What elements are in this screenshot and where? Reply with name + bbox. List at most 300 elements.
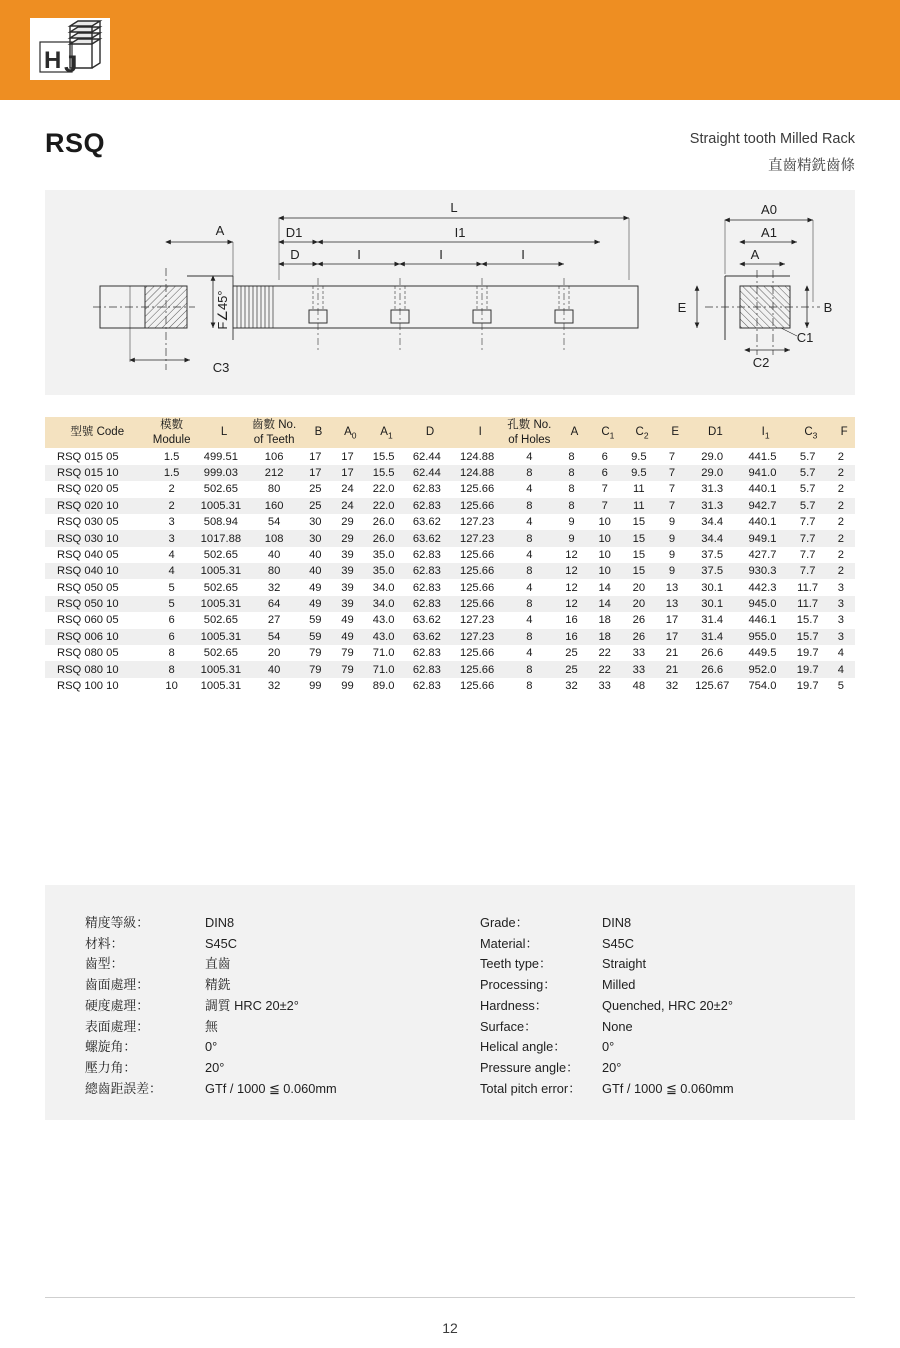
table-cell: 62.83 <box>412 581 441 594</box>
note-value: Quenched, HRC 20±2° <box>602 997 733 1013</box>
table-cell: 12 <box>565 598 578 610</box>
table-cell: 4 <box>526 647 533 660</box>
table-cell: 3 <box>168 532 175 545</box>
table-cell: 62.44 <box>412 450 441 463</box>
table-cell: 8 <box>568 499 575 512</box>
note-value: GTf / 1000 ≦ 0.060mm <box>602 1080 734 1096</box>
table-cell: 30.1 <box>701 598 724 610</box>
cell-code: RSQ 080 10 <box>57 663 119 676</box>
table-cell: 22.0 <box>372 483 395 496</box>
table-cell: 79 <box>309 663 322 676</box>
col-header-B: B <box>300 417 330 448</box>
table-cell: 125.66 <box>459 663 495 676</box>
table-cell: 125.66 <box>459 647 495 660</box>
table-cell: 127.23 <box>459 516 495 529</box>
table-cell: 5.7 <box>799 450 816 463</box>
table-cell: 62.83 <box>412 565 441 578</box>
table-cell: 63.62 <box>412 614 441 627</box>
table-cell: 4 <box>526 548 533 561</box>
table-cell: 441.5 <box>748 450 777 463</box>
table-cell: 39 <box>341 581 354 594</box>
table-cell: 22 <box>598 663 611 676</box>
col-header-I: I <box>451 417 503 448</box>
table-cell: 54 <box>267 630 281 643</box>
table-cell: 33 <box>632 663 646 676</box>
table-cell: 449.5 <box>748 647 777 660</box>
table-cell: 26.6 <box>701 647 724 660</box>
note-row <box>85 934 337 955</box>
table-cell: 49 <box>309 598 322 610</box>
technical-drawing-panel <box>45 190 855 395</box>
table-cell: 7 <box>668 483 676 496</box>
table-cell: 941.0 <box>748 467 777 479</box>
table-cell: 1005.31 <box>200 598 242 610</box>
table-cell: 4 <box>526 516 533 529</box>
table-cell: 15.5 <box>372 450 395 463</box>
table-cell: 955.0 <box>748 630 777 643</box>
table-row <box>45 498 855 514</box>
table-cell: 4 <box>837 647 844 660</box>
table-cell: 80 <box>267 565 281 578</box>
note-value: DIN8 <box>602 915 632 930</box>
table-cell: 40 <box>309 565 322 578</box>
table-cell: 79 <box>309 647 322 660</box>
col-header-F: F <box>827 417 855 448</box>
table-cell: 2 <box>837 516 844 529</box>
table-cell: 8 <box>526 679 533 692</box>
dim-label-D1: D1 <box>285 225 303 240</box>
table-cell: 14 <box>598 581 611 594</box>
table-cell: 26 <box>632 630 646 643</box>
table-cell: 32 <box>267 679 281 692</box>
table-cell: 99 <box>341 679 354 692</box>
col-header-D1: D1 <box>688 417 736 448</box>
table-cell: 508.94 <box>203 516 238 529</box>
table-cell: 7 <box>601 483 608 496</box>
dim-label-I1: I1 <box>454 225 466 240</box>
dim-label-L: L <box>450 200 458 215</box>
note-value: GTf / 1000 ≦ 0.060mm <box>205 1080 337 1096</box>
table-cell: 2 <box>837 565 844 578</box>
cell-code: RSQ 006 10 <box>57 630 119 643</box>
table-cell: 127.23 <box>459 532 495 545</box>
dim-label-C1: C1 <box>796 330 814 345</box>
table-cell: 62.83 <box>412 647 441 660</box>
table-row <box>45 645 855 661</box>
note-label: Processing： <box>480 977 557 993</box>
table-cell: 108 <box>264 532 284 545</box>
table-cell: 6 <box>168 614 175 627</box>
table-cell: 24 <box>341 499 354 512</box>
note-value: Milled <box>602 977 636 993</box>
table-cell: 4 <box>526 581 533 594</box>
table-cell: 8 <box>526 565 533 578</box>
note-label: Surface： <box>480 1018 537 1034</box>
table-cell: 40 <box>309 548 322 561</box>
table-cell: 35.0 <box>372 565 395 578</box>
table-cell: 5 <box>168 581 175 594</box>
table-cell: 2 <box>837 548 844 561</box>
table-cell: 1.5 <box>163 450 180 463</box>
note-row <box>480 1079 734 1100</box>
table-cell: 17 <box>341 467 354 479</box>
table-cell: 12 <box>565 565 578 578</box>
note-value: 直齒 <box>205 956 231 972</box>
dim-label-A1: A1 <box>761 225 777 240</box>
table-cell: 1.5 <box>163 467 180 479</box>
table-cell: 32 <box>565 679 578 692</box>
note-value: 精銑 <box>205 977 231 993</box>
table-cell: 62.44 <box>412 467 441 479</box>
note-row <box>85 954 337 975</box>
table-cell: 31.3 <box>701 483 724 496</box>
table-cell: 18 <box>598 630 611 643</box>
table-cell: 31.3 <box>701 499 724 512</box>
rack-drawing <box>45 190 855 395</box>
table-row <box>45 547 855 563</box>
table-cell: 71.0 <box>372 663 395 676</box>
note-row <box>480 1037 734 1058</box>
table-cell: 2 <box>837 483 844 496</box>
table-cell: 2 <box>837 532 844 545</box>
table-row <box>45 596 855 612</box>
table-cell: 8 <box>526 598 533 610</box>
page-title: RSQ <box>45 128 106 158</box>
table-cell: 17 <box>665 630 679 643</box>
note-row <box>480 1058 734 1079</box>
table-row <box>45 563 855 579</box>
table-cell: 125.66 <box>459 548 495 561</box>
col-header-code: 型號 Code <box>45 417 150 448</box>
table-cell: 30 <box>309 532 322 545</box>
table-cell: 21 <box>665 647 679 660</box>
cell-code: RSQ 050 10 <box>57 598 119 610</box>
dim-label-F45: F∠45° <box>215 290 230 330</box>
table-row <box>45 481 855 497</box>
table-cell: 40 <box>267 663 281 676</box>
table-cell: 1017.88 <box>200 532 242 545</box>
table-cell: 19.7 <box>796 663 819 676</box>
col-header-C3: $C_3$ <box>789 417 827 448</box>
table-cell: 4 <box>526 614 533 627</box>
table-cell: 35.0 <box>372 548 395 561</box>
page-header-bar <box>0 0 900 100</box>
table-cell: 5.7 <box>799 499 816 512</box>
table-cell: 64 <box>267 598 281 610</box>
table-cell: 3 <box>837 630 844 643</box>
note-value: 20° <box>602 1060 622 1076</box>
table-cell: 10 <box>598 565 611 578</box>
dim-label-D: D <box>290 247 300 262</box>
table-cell: 19.7 <box>796 647 819 660</box>
note-label: Pressure angle： <box>480 1060 579 1076</box>
table-cell: 15 <box>632 516 646 529</box>
table-cell: 12 <box>565 581 578 594</box>
note-value: 0° <box>205 1039 218 1055</box>
table-row <box>45 629 855 645</box>
table-cell: 30.1 <box>701 581 724 594</box>
table-cell: 49 <box>341 630 354 643</box>
table-cell: 15 <box>632 565 646 578</box>
table-cell: 2 <box>168 499 175 512</box>
col-header-E: E <box>656 417 688 448</box>
note-value: S45C <box>602 935 635 951</box>
table-cell: 4 <box>168 548 175 561</box>
table-cell: 4 <box>526 483 533 496</box>
specification-table <box>45 417 855 694</box>
note-value: S45C <box>205 935 238 951</box>
col-header-C2: $C_2$ <box>622 417 656 448</box>
footer-divider <box>45 1297 855 1298</box>
table-cell: 125.66 <box>459 483 495 496</box>
table-cell: 26.6 <box>701 663 724 676</box>
table-cell: 446.1 <box>748 614 777 627</box>
table-cell: 127.23 <box>459 630 495 643</box>
cell-code: RSQ 040 05 <box>57 548 119 561</box>
table-cell: 13 <box>665 581 679 594</box>
table-cell: 80 <box>267 483 281 496</box>
table-cell: 43.0 <box>372 614 395 627</box>
table-row <box>45 448 855 464</box>
table-cell: 49 <box>309 581 322 594</box>
company-logo <box>30 18 110 80</box>
table-row <box>45 514 855 530</box>
note-value: 無 <box>205 1018 218 1034</box>
table-cell: 9.5 <box>631 450 647 463</box>
table-cell: 7 <box>668 467 676 479</box>
table-cell: 8 <box>526 630 533 643</box>
col-header-holes: 孔數 No. of Holes <box>503 417 555 448</box>
table-cell: 43.0 <box>372 630 395 643</box>
table-row <box>45 530 855 546</box>
cell-code: RSQ 080 05 <box>57 647 119 660</box>
table-cell: 8 <box>168 663 175 676</box>
table-cell: 17 <box>309 450 322 463</box>
table-cell: 502.65 <box>203 548 238 561</box>
table-cell: 499.51 <box>203 450 238 463</box>
table-cell: 6 <box>601 450 608 463</box>
dim-label-I-b: I <box>439 247 443 262</box>
dim-label-A-right: A <box>750 247 760 262</box>
title-english: Straight tooth Milled Rack <box>689 131 855 147</box>
note-row <box>480 975 734 996</box>
table-cell: 31.4 <box>701 614 724 627</box>
table-header-row <box>45 417 855 448</box>
table-cell: 9 <box>668 565 676 578</box>
table-cell: 6 <box>168 630 175 643</box>
svg-text:H: H <box>44 47 62 74</box>
table-cell: 9 <box>668 532 676 545</box>
col-header-D: D <box>403 417 451 448</box>
table-cell: 16 <box>565 630 578 643</box>
table-cell: 2 <box>837 450 844 463</box>
table-cell: 8 <box>526 499 533 512</box>
table-row <box>45 579 855 595</box>
note-row <box>480 954 734 975</box>
table-cell: 7.7 <box>799 532 816 545</box>
table-cell: 106 <box>264 450 284 463</box>
table-cell: 59 <box>309 630 322 643</box>
table-cell: 48 <box>632 679 646 692</box>
table-cell: 26 <box>632 614 646 627</box>
table-cell: 37.5 <box>701 548 724 561</box>
table-cell: 7.7 <box>799 565 816 578</box>
table-cell: 5.7 <box>799 467 816 479</box>
table-cell: 2 <box>168 483 175 496</box>
table-header <box>45 417 855 448</box>
table-cell: 8 <box>568 450 575 463</box>
table-cell: 20 <box>632 581 646 594</box>
note-row <box>85 975 337 996</box>
table-cell: 63.62 <box>412 532 441 545</box>
table-cell: 29 <box>341 516 354 529</box>
table-cell: 39 <box>341 565 354 578</box>
table-cell: 27 <box>267 614 281 627</box>
table-cell: 21 <box>665 663 679 676</box>
dim-label-E: E <box>677 300 687 315</box>
cell-code: RSQ 020 05 <box>57 483 119 496</box>
table-cell: 25 <box>565 663 578 676</box>
table-row <box>45 612 855 628</box>
table-cell: 33 <box>632 647 646 660</box>
table-cell: 26.0 <box>372 516 395 529</box>
note-row <box>85 913 337 934</box>
table-cell: 22.0 <box>372 499 395 512</box>
page-number: 12 <box>442 1320 458 1336</box>
table-cell: 125.66 <box>459 598 495 610</box>
dim-label-C2: C2 <box>752 355 770 370</box>
table-cell: 3 <box>837 614 844 627</box>
note-row <box>85 1079 337 1100</box>
table-cell: 12 <box>565 548 578 561</box>
table-cell: 502.65 <box>203 614 238 627</box>
table-cell: 1005.31 <box>200 663 242 676</box>
table-cell: 13 <box>665 598 679 610</box>
table-cell: 1005.31 <box>200 499 242 512</box>
notes-chinese-column <box>85 913 337 1099</box>
cell-code: RSQ 015 10 <box>57 467 119 479</box>
note-row <box>85 1017 337 1038</box>
table-cell: 754.0 <box>748 679 777 692</box>
table-cell: 10 <box>165 679 178 692</box>
dim-label-I-a: I <box>357 247 361 262</box>
table-cell: 8 <box>568 467 575 479</box>
table-cell: 32 <box>267 581 281 594</box>
table-cell: 29 <box>341 532 354 545</box>
table-cell: 24 <box>341 483 354 496</box>
table-cell: 440.1 <box>748 483 777 496</box>
table-cell: 62.83 <box>412 679 441 692</box>
table-cell: 71.0 <box>372 647 395 660</box>
table-cell: 39 <box>341 548 354 561</box>
table-cell: 11.7 <box>797 581 819 594</box>
note-label: Helical angle： <box>480 1039 567 1055</box>
note-value: DIN8 <box>205 915 235 930</box>
table-cell: 7 <box>668 499 676 512</box>
table-cell: 930.3 <box>748 565 777 578</box>
table-cell: 79 <box>341 647 354 660</box>
table-cell: 11 <box>633 499 645 512</box>
table-cell: 15.7 <box>796 630 819 643</box>
note-label: 壓力角： <box>85 1060 137 1076</box>
note-label: 齒面處理： <box>85 977 149 993</box>
table-cell: 16 <box>565 614 578 627</box>
col-header-I1: $I_1$ <box>736 417 788 448</box>
note-label: Hardness： <box>480 997 548 1013</box>
table-cell: 26.0 <box>372 532 395 545</box>
table-cell: 9 <box>568 532 575 545</box>
table-row <box>45 678 855 694</box>
table-cell: 22 <box>598 647 611 660</box>
table-cell: 7.7 <box>799 548 816 561</box>
dim-label-A-left: A <box>215 223 225 238</box>
table-cell: 952.0 <box>748 663 777 676</box>
note-value: 調質 HRC 20±2° <box>205 997 299 1013</box>
table-cell: 39 <box>341 598 354 610</box>
note-label: 材料： <box>85 935 124 951</box>
note-label: 硬度處理： <box>85 997 149 1013</box>
note-row <box>480 913 734 934</box>
table-cell: 62.83 <box>412 548 441 561</box>
table-cell: 9 <box>668 516 676 529</box>
table-cell: 949.1 <box>748 532 777 545</box>
table-cell: 3 <box>168 516 175 529</box>
table-cell: 20 <box>632 598 646 610</box>
note-row <box>85 996 337 1017</box>
table-cell: 79 <box>341 663 354 676</box>
table-cell: 502.65 <box>203 581 238 594</box>
cell-code: RSQ 040 10 <box>57 565 119 578</box>
table-cell: 30 <box>309 516 322 529</box>
table-cell: 427.7 <box>748 548 777 561</box>
col-header-A: A <box>555 417 587 448</box>
note-label: Total pitch error： <box>480 1080 581 1096</box>
table-cell: 54 <box>267 516 281 529</box>
col-header-C1: $C_1$ <box>588 417 622 448</box>
note-value: 20° <box>205 1060 225 1076</box>
cell-code: RSQ 100 10 <box>57 679 119 692</box>
table-cell: 125.67 <box>695 679 730 692</box>
note-value: Straight <box>602 956 647 972</box>
table-cell: 29.0 <box>701 450 724 463</box>
table-cell: 4 <box>168 565 175 578</box>
note-value: None <box>602 1018 633 1034</box>
table-cell: 32 <box>665 679 679 692</box>
table-cell: 63.62 <box>412 630 441 643</box>
cell-code: RSQ 015 05 <box>57 450 119 463</box>
table-cell: 8 <box>168 647 175 660</box>
table-cell: 5 <box>837 679 844 692</box>
table-cell: 19.7 <box>796 679 819 692</box>
note-row <box>480 1017 734 1038</box>
table-cell: 9 <box>668 548 676 561</box>
table-body <box>45 448 855 694</box>
title-chinese: 直齒精銑齒條 <box>768 158 855 174</box>
note-label: Material： <box>480 935 539 951</box>
table-cell: 945.0 <box>748 598 777 610</box>
table-cell: 442.3 <box>748 581 777 594</box>
table-cell: 8 <box>568 483 575 496</box>
note-label: 總齒距誤差： <box>85 1080 162 1096</box>
page-title-row <box>0 128 900 176</box>
table-cell: 160 <box>264 499 284 512</box>
table-cell: 14 <box>598 598 611 610</box>
table-cell: 10 <box>598 532 611 545</box>
table-cell: 20 <box>267 647 281 660</box>
table-cell: 124.88 <box>459 450 495 463</box>
note-label: 表面處理： <box>85 1018 149 1034</box>
table-cell: 1005.31 <box>200 630 242 643</box>
